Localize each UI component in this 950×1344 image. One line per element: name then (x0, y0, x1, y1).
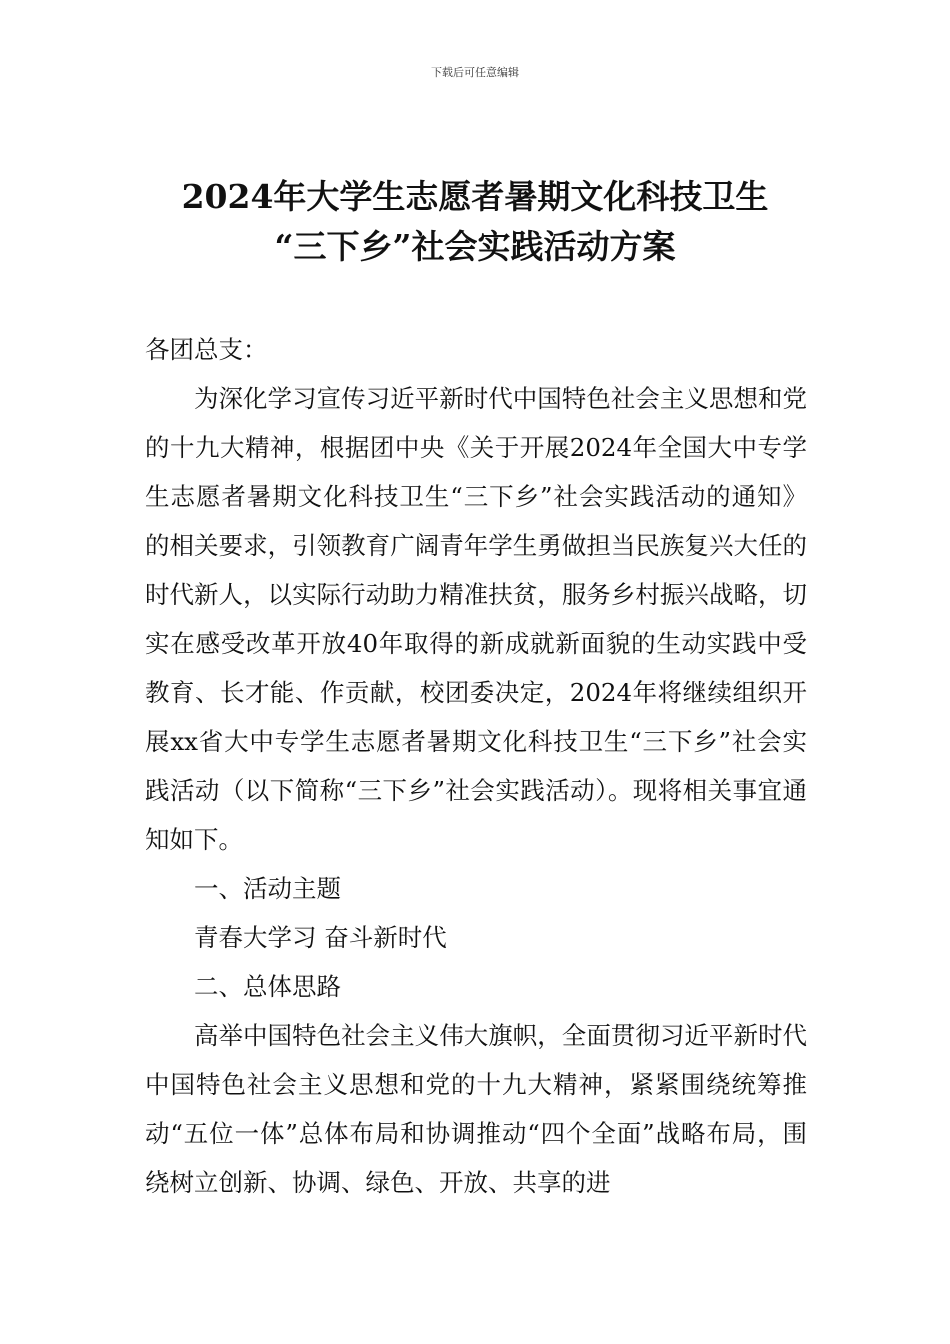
intro-paragraph: 为深化学习宣传习近平新时代中国特色社会主义思想和党的十九大精神，根据团中央《关于开展2024年全国大中专学生志愿者暑期文化科技卫生“三下乡”社会实践活动的通知》的相关要求，引领教育广阔青年学生勇做担当民族复兴大任的时代新人，以实际行动助力精准扶贫，服务乡村振兴战略，切实在感受改革开放40年取得的新成就新面貌的生动实践中受教育、长才能、作贡献，校团委决定，2024年将继续组织开展xx省大中专学生志愿者暑期文化科技卫生“三下乡”社会实践活动（以下简称“三下乡”社会实践活动）。现将相关事宜通知如下。 (145, 384, 807, 854)
section-2-heading: 二、总体思路 (194, 972, 341, 1001)
section-1-heading: 一、活动主题 (194, 874, 341, 903)
salutation: 各团总支： (145, 335, 268, 364)
header-note: 下载后可任意编辑 (431, 66, 519, 79)
document-body (145, 325, 807, 1207)
title-line-2: “三下乡”社会实践活动方案 (274, 227, 676, 266)
title-line-1: 2024年大学生志愿者暑期文化科技卫生 (181, 177, 769, 216)
section-2-paragraph: 高举中国特色社会主义伟大旗帜，全面贯彻习近平新时代中国特色社会主义思想和党的十九大精神，紧紧围绕统筹推动“五位一体”总体布局和协调推动“四个全面”战略布局，围绕树立创新、协调、绿色、开放、共享的进 (145, 1021, 807, 1197)
document-title (100, 172, 850, 272)
section-1-theme: 青春大学习 奋斗新时代 (194, 923, 447, 952)
